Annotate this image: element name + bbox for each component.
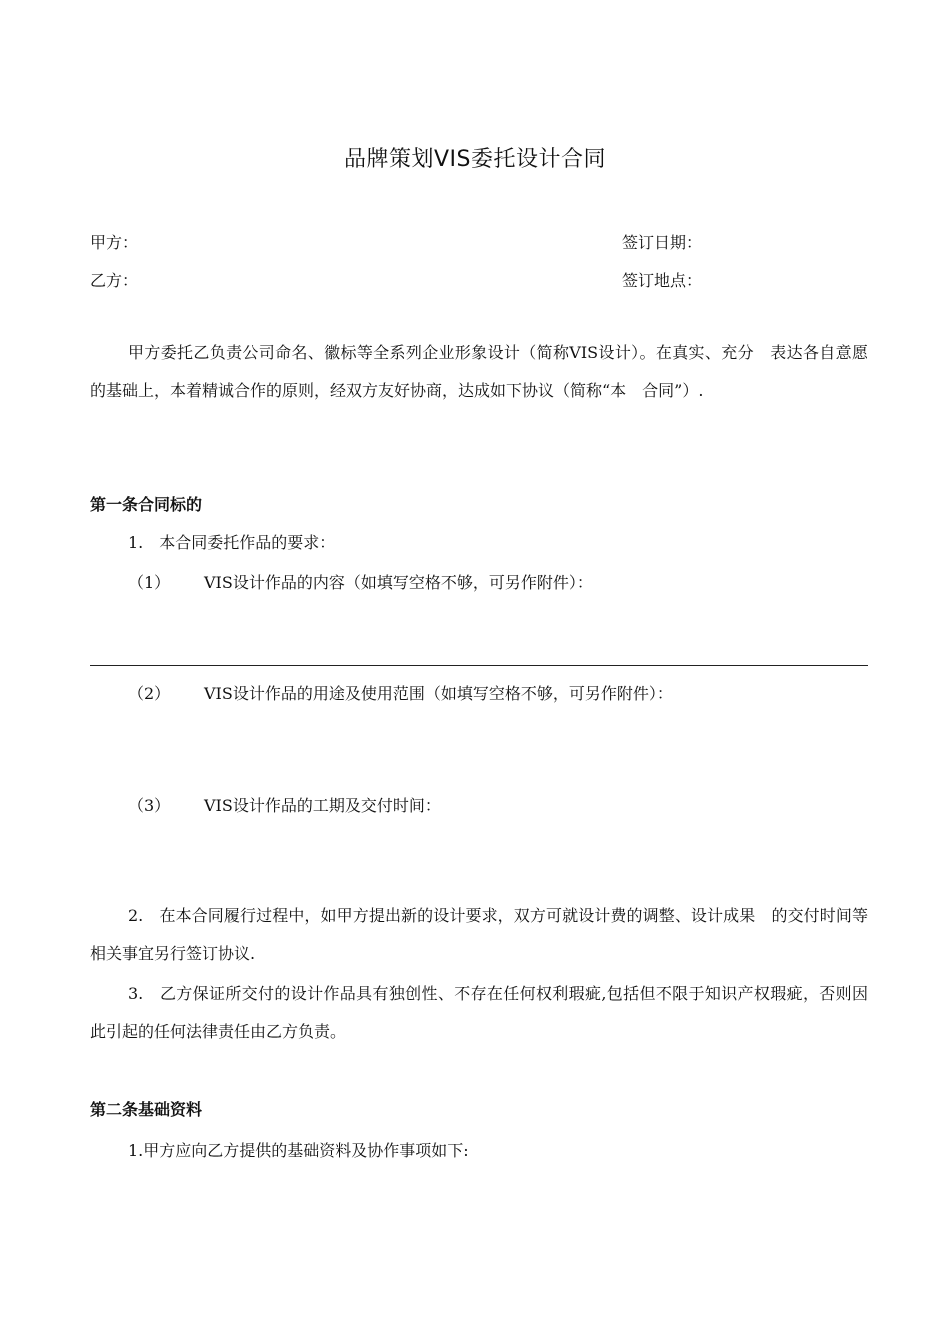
preamble-paragraph: 甲方委托乙负责公司命名、徽标等全系列企业形象设计（简称VIS设计）。在真实、充分 表达各自意愿的基础上，本着精诚合作的原则，经双方友好协商，达成如下协议（简称“本 合同”）. bbox=[90, 343, 868, 400]
sign-place-label: 签订地点： bbox=[622, 271, 703, 290]
article-1-item-1: 1. 本合同委托作品的要求： bbox=[128, 533, 336, 552]
sub-item-marker: （1） bbox=[128, 573, 171, 592]
party-a-label: 甲方： bbox=[90, 233, 139, 252]
sub-item-text: VIS设计作品的工期及交付时间： bbox=[204, 796, 441, 815]
party-b-label: 乙方： bbox=[90, 271, 139, 290]
article-2-heading: 第二条基础资料 bbox=[90, 1100, 203, 1119]
article-1-sub-2 bbox=[128, 681, 673, 704]
article-1-item-3: 3. 乙方保证所交付的设计作品具有独创性、不存在任何权利瑕疵,包括但不限于知识产权瑕疵，否则因此引起的任何法律责任由乙方负责。 bbox=[90, 984, 868, 1041]
article-1-sub-3 bbox=[128, 793, 441, 816]
sub-item-text: VIS设计作品的内容（如填写空格不够，可另作附件）： bbox=[204, 573, 593, 592]
article-2-item-1: 1.甲方应向乙方提供的基础资料及协作事项如下: bbox=[128, 1141, 469, 1160]
article-1-heading: 第一条合同标的 bbox=[90, 495, 203, 514]
sign-date-label: 签订日期： bbox=[622, 233, 703, 252]
fill-in-line bbox=[90, 665, 868, 666]
sub-item-marker: （2） bbox=[128, 684, 171, 703]
article-1-sub-1 bbox=[128, 570, 593, 593]
document-title: 品牌策划VIS委托设计合同 bbox=[343, 147, 606, 172]
sub-item-text: VIS设计作品的用途及使用范围（如填写空格不够，可另作附件）： bbox=[204, 684, 673, 703]
sub-item-marker: （3） bbox=[128, 796, 171, 815]
article-1-item-2: 2. 在本合同履行过程中，如甲方提出新的设计要求，双方可就设计费的调整、设计成果 的交付时间等相关事宜另行签订协议. bbox=[90, 906, 868, 963]
